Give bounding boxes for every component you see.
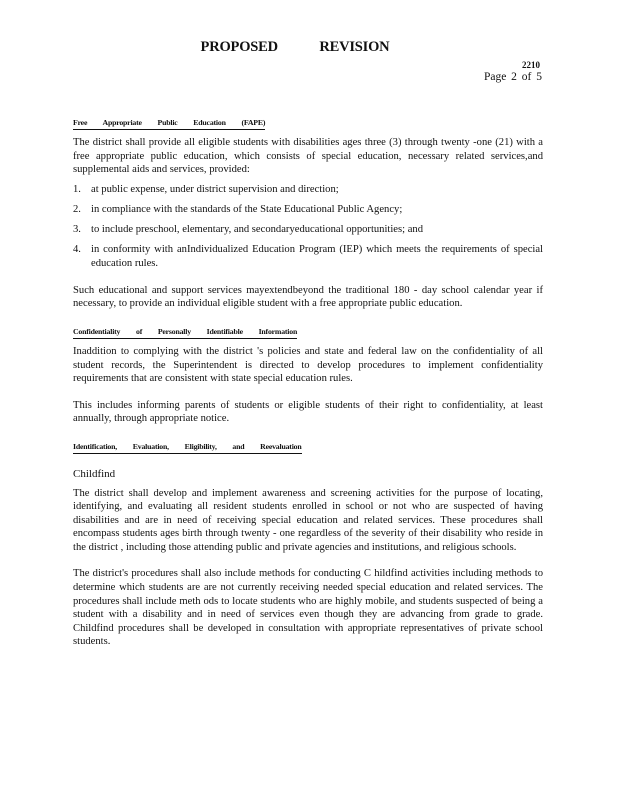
- childfind-paragraph-2: The district's procedures shall also include methods for conducting C hildfind activities including methods to determine which students are are not currently receiving needed special education and related services. The procedures shall include meth ods to locate students who are highly mobile, and students suspected of being a student with a disability and in need of services even though they are advancing from grade to grade. Childfind procedures shall be developed in consultation with appropriate representatives of private school students.: [73, 568, 543, 648]
- list-item: [73, 243, 543, 270]
- section-heading-confidentiality: Confidentiality of Personally Identifiable Information: [73, 327, 297, 339]
- fape-closing-paragraph: Such educational and support services mayextendbeyond the traditional 180 - day school calendar year if necessary, to provide an individual eligible student with a free appropriate public education.: [73, 284, 543, 310]
- page-title: PROPOSED REVISION: [200, 39, 390, 55]
- list-item-number: 3.: [73, 223, 81, 235]
- list-item-text: in compliance with the standards of the State Educational Public Agency;: [91, 203, 403, 215]
- policy-number: 2210: [522, 60, 540, 70]
- fape-provisions-list: [73, 183, 543, 270]
- list-item-number: 1.: [73, 183, 81, 195]
- list-item: [73, 223, 543, 237]
- page-number: Page 2 of 5: [483, 71, 542, 83]
- list-item-number: 2.: [73, 203, 81, 215]
- fape-intro-paragraph: The district shall provide all eligible students with disabilities ages three (3) through twenty -one (21) with a free appropriate public education, which consists of special education, necessary related services,and supplemental aids and services, provided:: [73, 137, 543, 176]
- subheading-childfind: Childfind: [73, 467, 116, 480]
- section-heading-fape: Free Appropriate Public Education (FAPE): [73, 118, 265, 130]
- confidentiality-paragraph-1: Inaddition to complying with the district 's policies and state and federal law on the confidentiality of all student records, the Superintendent is directed to develop procedures to implement confidentiality requirements that are consistent with state special education rules.: [73, 345, 543, 385]
- list-item: [73, 183, 543, 197]
- childfind-paragraph-1: The district shall develop and implement awareness and screening activities for the purpose of locating, identifying, and evaluating all resident students enrolled in school or not who are suspected of having disabilities and are in need of receiving special education and related services. These procedures shall encompass students ages birth through twenty - one regardless of the severity of their disability who reside in the district , including those attending public and private agencies and institutions, and religious schools.: [73, 487, 543, 553]
- list-item-text: to include preschool, elementary, and secondaryeducational opportunities; and: [91, 223, 424, 235]
- list-item-text: in conformity with anIndividualized Education Program (IEP) which meets the requirements of special education rules.: [91, 244, 543, 269]
- list-item-number: 4.: [73, 244, 81, 256]
- list-item-text: at public expense, under district supervision and direction;: [91, 183, 339, 195]
- section-heading-identification: Identification, Evaluation, Eligibility, and Reevaluation: [73, 442, 302, 454]
- list-item: [73, 203, 543, 217]
- document-body: [73, 116, 543, 649]
- confidentiality-paragraph-2: This includes informing parents of students or eligible students of their right to confidentiality, at least annually, through appropriate notice.: [73, 399, 543, 425]
